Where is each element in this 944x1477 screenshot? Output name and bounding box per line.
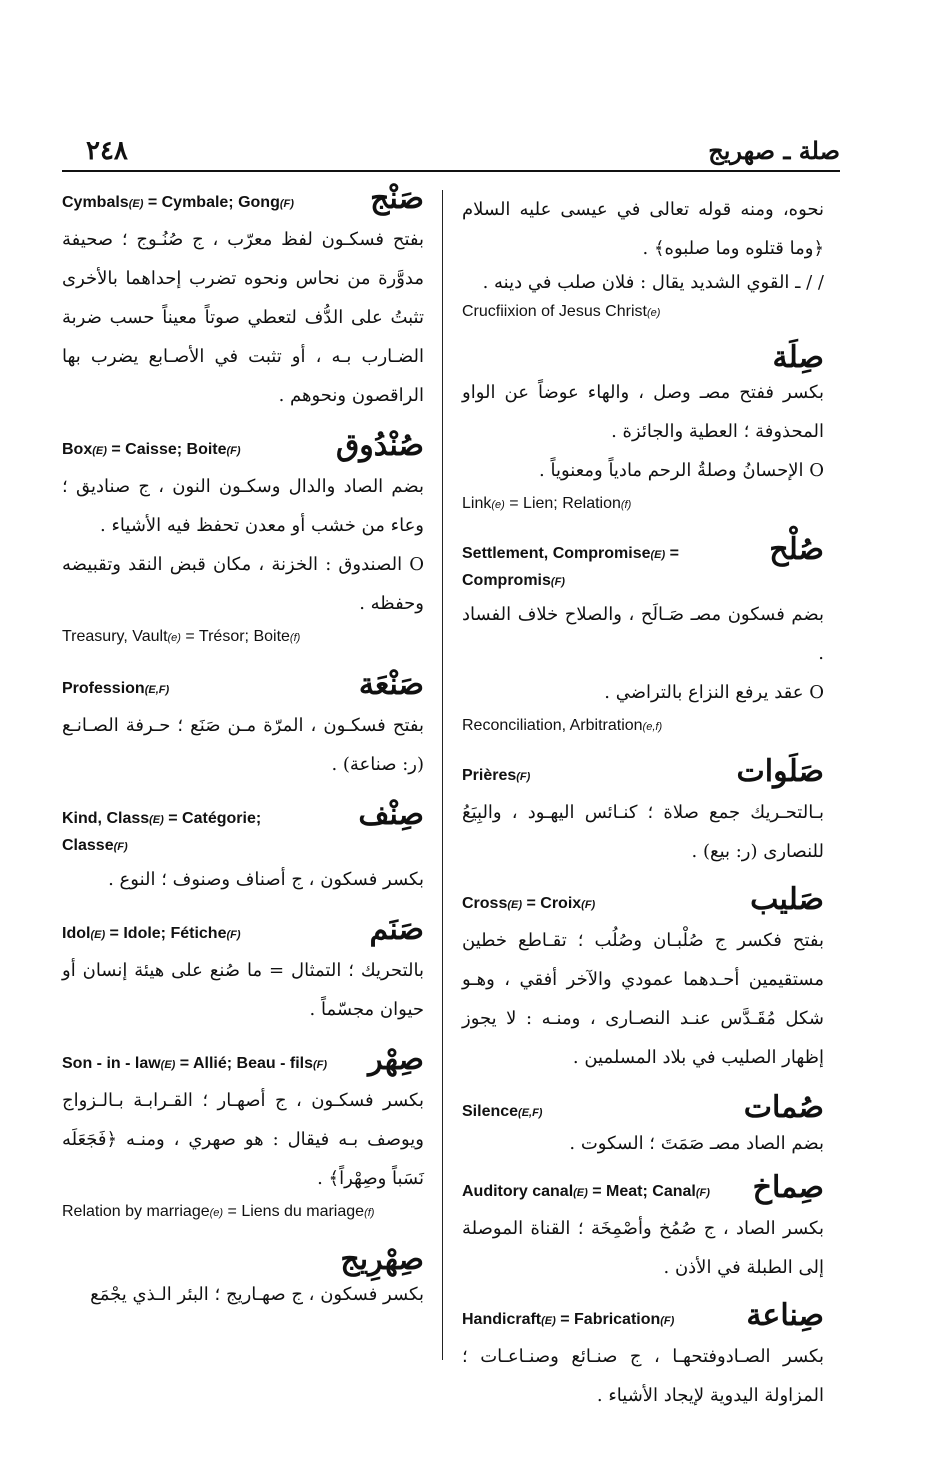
entry-headword: صِهْر (368, 1042, 424, 1077)
entry-arabic: بضم فسكون مصـ صَـالَح ، والصلاح خلاف الفساد . (462, 604, 824, 664)
entry-translation: Prières(F) (462, 767, 531, 784)
entry-arabic: بالتحريك ؛ التمثال = ما صُنع على هيئة إنسان أو حيوان مجسّماً . (62, 960, 424, 1020)
entry-sulh (462, 532, 824, 739)
entry-arabic: بكسر فسكون ، ج صهـاريج ؛ البئر الـذي يجْمَع (90, 1284, 424, 1305)
entry-english: Crucfiixion of Jesus Christ(e) (462, 303, 661, 320)
entry-sinf (62, 797, 424, 899)
entry-arabic: بـالتحـريك جمع صلاة ؛ كنـائس اليهـود ، والبِيَعُ للنصارى (ر: بيع) . (462, 802, 824, 862)
entry-arabic: بضم الصاد مصـ صَمَتَ ؛ السكوت . (569, 1133, 824, 1154)
left-column (62, 181, 424, 1328)
entry-sanj (62, 181, 424, 415)
entry-arabic-sense: O الإحسانُ وصلةُ الرحم مادياً ومعنوياً . (539, 460, 824, 481)
entry-arabic: بفتح فسكـون لفظ معرّب ، ج صُنُـوج ؛ صحيفة مدوَّرة من نحاس ونحوه تضرب إحداهما بالأخرى تثبتُ على الدُّف لتعطي صوتاً معيناً حسب ضربة الضـارب بـه ، أو تثبت في الأصـابع يضرب بها الراقصون ونحوهم . (62, 229, 424, 406)
page-number: ٢٤٨ (86, 136, 128, 166)
entry-sunduq (62, 428, 424, 650)
entry-continuation (462, 190, 824, 325)
entry-english: Reconciliation, Arbitration(e,f) (462, 717, 663, 734)
entry-headword: صُمات (743, 1090, 824, 1125)
entry-headword: صُنْدُوق (335, 428, 424, 463)
entry-arabic: بكسر ففتح مصـ وصل ، والهاء عوضاً عن الواو المحذوفة ؛ العطية والجائزة . (462, 382, 824, 442)
entry-english: Relation by marriage(e) = Liens du mariage(f) (62, 1203, 375, 1220)
entry-arabic: بكسر فسكون ، ج أصناف وصنوف ؛ النوع . (108, 869, 424, 890)
entry-salawat (462, 754, 824, 871)
page-header (62, 136, 840, 172)
entry-translation: Settlement, Compromise(E) = Compromis(F) (462, 545, 679, 589)
entry-arabic: بضم الصاد والدال وسكـون النون ، ج صناديق ؛ وعاء من خشب أو معدن تحفظ فيه الأشياء . (62, 476, 424, 536)
entry-arabic-sense: / / ـ القوي الشديد يقال : فلان صلب في دينه . (482, 272, 824, 293)
entry-sila (462, 340, 824, 517)
entry-translation: Handicraft(E) = Fabrication(F) (462, 1311, 675, 1328)
entry-translation: Profession(E,F) (62, 680, 170, 697)
entry-sanam (62, 912, 424, 1029)
column-divider (442, 190, 443, 1360)
entry-sanaa (62, 667, 424, 784)
entry-translation: Kind, Class(E) = Catégorie; Classe(F) (62, 810, 262, 854)
entry-english: Treasury, Vault(e) = Trésor; Boite(f) (62, 628, 301, 645)
entry-translation: Cymbals(E) = Cymbale; Gong(F) (62, 194, 294, 211)
entry-headword: صُلْح (769, 532, 824, 567)
entry-headword: صَلَوات (736, 754, 824, 789)
entry-translation: Cross(E) = Croix(F) (462, 895, 596, 912)
entry-sinaa (462, 1298, 824, 1415)
entry-headword: صَنْعَة (358, 667, 424, 702)
entry-arabic: بكسر الصـادوفتحهـا ، ج صنـائع وصنـاعـات ؛ المزاولة اليدوية لإيجاد الأشياء . (462, 1346, 824, 1406)
entry-translation: Auditory canal(E) = Meat; Canal(F) (462, 1183, 710, 1200)
entry-headword: صِناعة (746, 1298, 824, 1333)
entry-translation: Idol(E) = Idole; Fétiche(F) (62, 925, 241, 942)
entry-headword: صَنْج (370, 181, 424, 216)
entry-arabic-sense: O عقد يرفع النزاع بالتراضي . (604, 682, 824, 703)
entry-arabic-sense: O الصندوق : الخزنة ، مكان قبض النقد وتقبيضه وحفظه . (62, 554, 424, 614)
entry-arabic: بكسر الصاد ، ج صُمُخ وأصْمِخَة ؛ القناة الموصلة إلى الطبلة في الأذن . (462, 1218, 824, 1278)
entry-headword: صِنْف (358, 797, 424, 832)
entry-simakh (462, 1170, 824, 1287)
entry-headword: صِهْرِيج (340, 1242, 424, 1277)
entry-arabic: بفتح فسكـون ، المرّة مـن صَنَع ؛ حـرفة الصـانـع (ر: صناعة) . (62, 715, 424, 775)
running-head: صلة ـ صهريج (708, 136, 840, 165)
entry-headword: صَليب (750, 882, 824, 917)
entry-headword: صَنَم (369, 912, 424, 947)
entry-arabic: بكسر فسكـون ، ج أصهـار ؛ القـرابـة بـالـزواج ويوصف بـه فيقال : هو صهري ، ومنـه ﴿فَجَعَلَه نَسَباً وصِهْراً﴾ . (62, 1090, 424, 1189)
entry-translation: Silence(E,F) (462, 1103, 543, 1120)
right-column (462, 190, 824, 1429)
entry-headword: صِلَة (772, 340, 824, 375)
entry-arabic: بفتح فكسر ج صُلْبـان وصُلُب ؛ تقـاطع خطين مستقيمين أحـدهما عمودي والآخر أفقي ، وهـو شكل مُقَـدَّس عنـد النصـارى ، ومنـه : لا يجوز إظهار الصليب في بلاد المسلمين . (462, 930, 824, 1068)
entry-translation: Son - in - law(E) = Allié; Beau - fils(F) (62, 1055, 328, 1072)
entry-english: Link(e) = Lien; Relation(f) (462, 495, 632, 512)
entry-sihr (62, 1042, 424, 1225)
entry-arabic: نحوه، ومنه قوله تعالى في عيسى عليه السلام ﴿وما قتلوه وما صلبوه﴾ . (462, 199, 824, 259)
entry-translation: Box(E) = Caisse; Boite(F) (62, 441, 241, 458)
entry-sihrij (62, 1242, 424, 1314)
entry-salib (462, 882, 824, 1077)
entry-headword: صِماخ (752, 1170, 824, 1205)
entry-sumat (462, 1090, 824, 1159)
